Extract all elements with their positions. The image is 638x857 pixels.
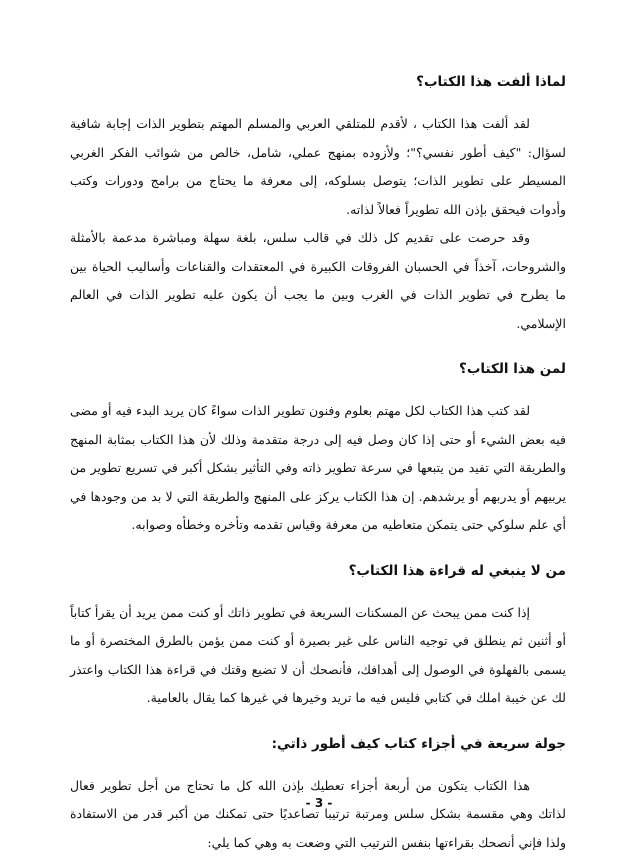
paragraph-not-for: إذا كنت ممن يبحث عن المسكنات السريعة في تطوير ذاتك أو كنت ممن يريد أن يقرأ كتاباً أو أثنين ثم ينطلق في توجيه الناس على غير بصيرة أو كنت ممن يؤمن بالطرق المختصرة أو ما يسمى بالفهلوة في الوصول إلى أهدافك، فأنصحك أن لا تضيع وقتك في قراءة هذا الكتاب واعتذر لك عن خيبة املك في كتابي فليس فيه ما تريد وخيرها في غيرها كما يقال بالعامية.: [70, 599, 566, 713]
paragraph-why-2: وقد حرصت على تقديم كل ذلك في قالب سلس، بلغة سهلة ومباشرة مدعمة بالأمثلة والشروحات، آخذاً في الحسبان الفروقات الكبيرة في المعتقدات والقناعات وأساليب الحياة بين ما يطرح في تطوير الذات في الغرب وبين ما يجب أن يكون عليه تطوير الذات في العالم الإسلامي.: [70, 224, 566, 338]
paragraph-for-whom: لقد كتب هذا الكتاب لكل مهتم بعلوم وفنون تطوير الذات سواءً كان يريد البدء فيه أو مضى فيه بعض الشيء أو حتى إذا كان وصل فيه إلى درجة متقدمة وذلك لأن هذا الكتاب بمثابة المنهج والطريقة التي تفيد من يتبعها في سرعة تطوير ذاته وفي التأثير بشكل أكبر في تسريع تطوير من يربيهم أو يدربهم أو يرشدهم. إن هذا الكتاب يركز على المنهج والطريقة التي لا بد من وجودها في أي علم سلوكي حتى يتمكن متعاطيه من معرفة وقياس تقدمه وتأخره وخطأه وصوابه.: [70, 397, 566, 540]
section-heading-for-whom: لمن هذا الكتاب؟: [70, 359, 566, 379]
section-heading-why: لماذا ألفت هذا الكتاب؟: [70, 72, 566, 92]
paragraph-tour: هذا الكتاب يتكون من أربعة أجزاء تعطيك بإذن الله كل ما تحتاج من أجل تطوير فعال لذاتك وهي مقسمة بشكل سلس ومرتبة ترتيبا تصاعديًا حتى تمكنك من أكبر قدر من الاستفادة ولذا فإني أنصحك بقراءتها بنفس الترتيب التي وضعت به وهي كما يلي:: [70, 772, 566, 857]
section-heading-tour: جولة سريعة في أجزاء كتاب كيف أطور ذاتي:: [70, 734, 566, 754]
page-number: - 3 -: [0, 796, 638, 810]
paragraph-why-1: لقد ألفت هذا الكتاب ، لأقدم للمتلقي العربي والمسلم المهتم بتطوير الذات إجابة شافية لسؤال: "كيف أطور نفسي؟"؛ ولأزوده بمنهج عملي، شامل، خالص من شوائب الفكر الغربي المسيطر على تطوير الذات؛ يتوصل بسلوكه، إلى معرفة ما يحتاج من برامج ودورات وكتب وأدوات فيحقق بإذن الله تطويراً فعالاً لذاته.: [70, 110, 566, 224]
section-heading-not-for: من لا ينبغي له قراءة هذا الكتاب؟: [70, 561, 566, 581]
